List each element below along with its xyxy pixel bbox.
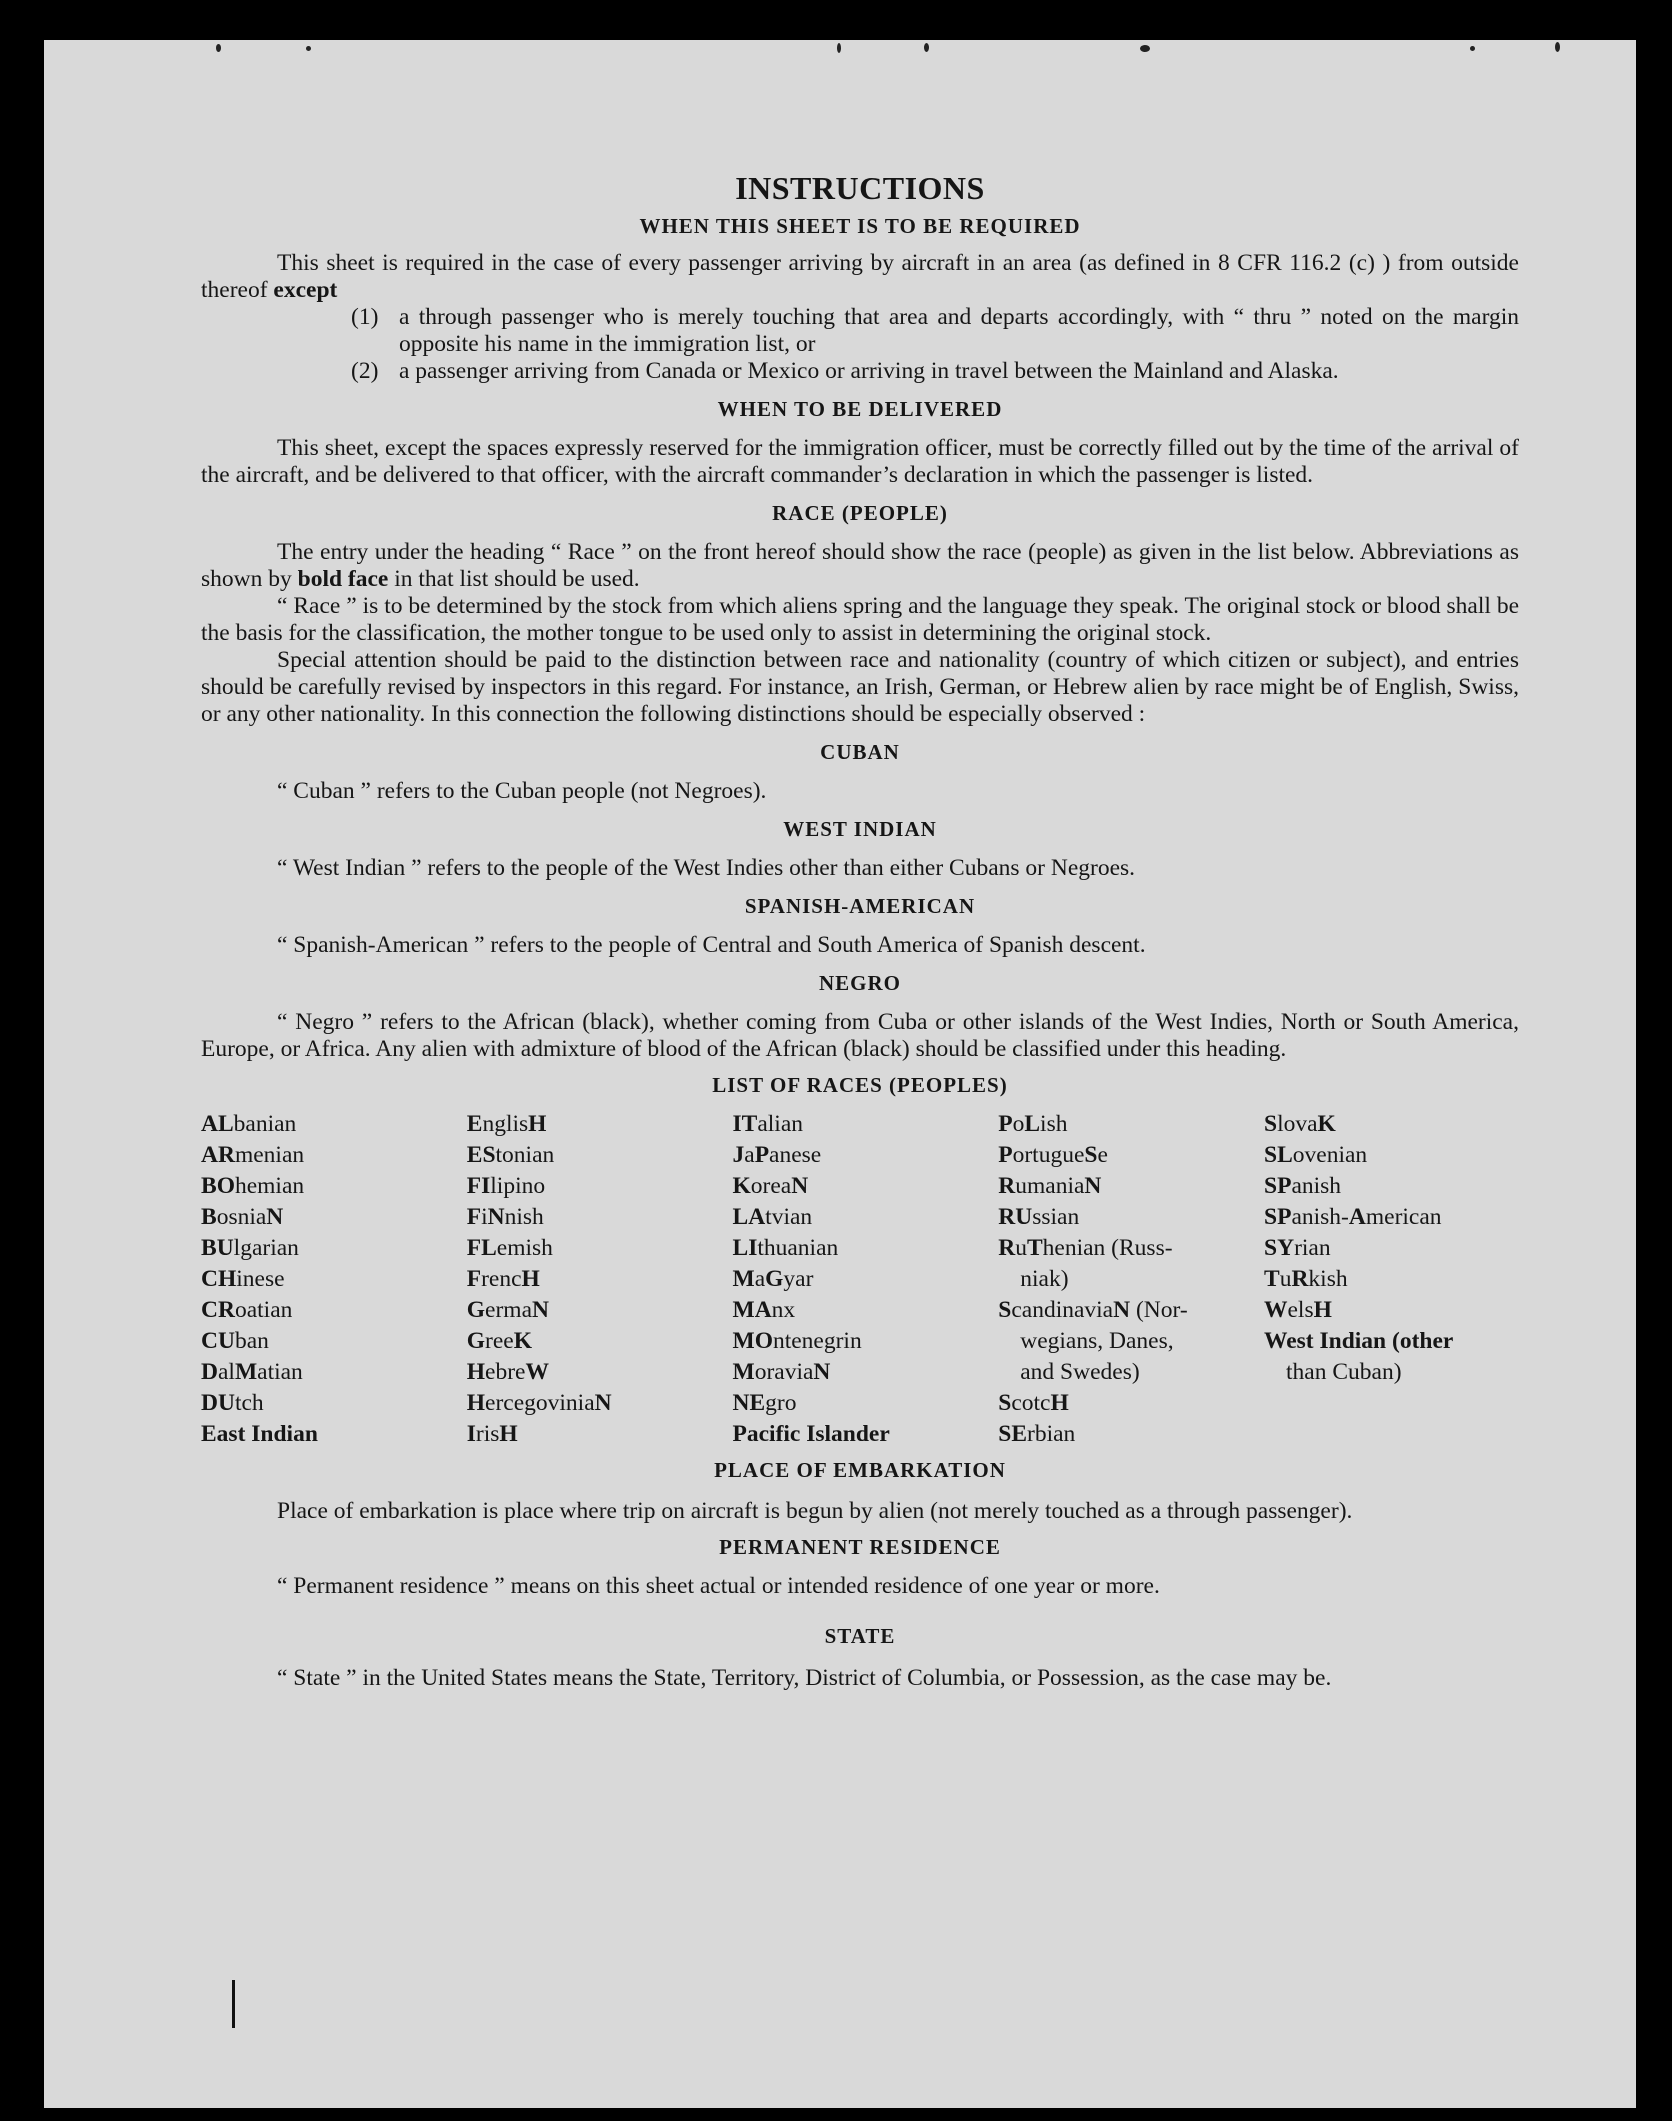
race-entry: FiNnish [466,1204,544,1230]
race-entry: ARmenian [201,1142,305,1168]
race-entry: HercegoviniaN [466,1390,612,1416]
exception-text: a through passenger who is merely touching that area and departs accordingly, with “ thru ” noted on the margin opposite his name in the immigration list, or [399,304,1519,357]
race-entry: wegians, Danes, [1020,1328,1174,1354]
race-entry: EStonian [466,1142,555,1168]
race-entry: IrisH [466,1421,518,1447]
section-heading-race: RACE (PEOPLE) [772,501,948,525]
race-paragraph: The entry under the heading “ Race ” on the front hereof should show the race (people) as given in the list below. Abbreviations as shown by bold face in that list should be used. [201,539,1519,592]
scan-scratch [232,1980,235,2028]
race-entry: FLemish [466,1235,553,1261]
race-entry: ScotcH [998,1390,1069,1416]
scan-speck [1470,46,1475,51]
race-entry: FrencH [466,1266,540,1292]
race-entry: WelsH [1264,1297,1332,1323]
section-heading-state: STATE [824,1624,896,1648]
race-entry: MoraviaN [732,1359,831,1385]
scan-speck [306,46,311,51]
west-indian-text: “ West Indian ” refers to the people of the West Indies other than either Cubans or Negroes. [277,855,1136,881]
races-column [998,1109,1253,1450]
cuban-text: “ Cuban ” refers to the Cuban people (not Negroes). [277,778,767,804]
race-paragraph: “ Race ” is to be determined by the stock from which aliens spring and the language they speak. The original stock or blood shall be the basis for the classification, the mother tongue to be used only to assist in determining the original stock. [201,593,1519,646]
race-entry: EnglisH [466,1111,547,1137]
document-page [44,40,1636,2108]
race-entry: BOhemian [201,1173,305,1199]
required-intro: This sheet is required in the case of every passenger arriving by aircraft in an area (as defined in 8 CFR 116.2 (c) ) from outside thereof except [201,250,1519,303]
race-entry: SlovaK [1264,1111,1336,1137]
races-column [1264,1109,1519,1450]
race-entry: RUssian [998,1204,1080,1230]
race-entry: ALbanian [201,1111,297,1137]
race-entry: MaGyar [732,1266,814,1292]
delivered-text: This sheet, except the spaces expressly reserved for the immigration officer, must be correctly filled out by the time of the arrival of the aircraft, and be delivered to that officer, with the aircraft commander’s declaration in which the passenger is listed. [201,435,1519,488]
section-heading-west-indian: WEST INDIAN [783,817,937,841]
race-entry: BUlgarian [201,1235,299,1261]
race-entry: than Cuban) [1286,1359,1402,1385]
list-of-races-heading: LIST OF RACES (PEOPLES) [712,1073,1008,1097]
scan-speck [1140,45,1150,52]
bold-face-phrase: bold face [297,566,389,592]
race-entry: GreeK [466,1328,532,1354]
scan-speck [1555,42,1560,52]
race-entry: MAnx [732,1297,796,1323]
race-entry: SPanish [1264,1173,1342,1199]
race-paragraph: Special attention should be paid to the distinction between race and nationality (country of which citizen or subject), and entries should be carefully revised by inspectors in this regard. For instance, an Irish, German, or Hebrew alien by race might be of English, Swiss, or any other nationality. In this connection the following distinctions should be especially observed : [201,647,1519,727]
section-heading-cuban: CUBAN [820,740,900,764]
race-entry: GermaN [466,1297,549,1323]
race-entry: JaPanese [732,1142,822,1168]
instructions-content [201,170,1519,1694]
race-entry: DUtch [201,1390,264,1416]
spanish-american-text: “ Spanish-American ” refers to the people of Central and South America of Spanish descent. [277,932,1146,958]
exception-text: a passenger arriving from Canada or Mexico or arriving in travel between the Mainland and Alaska. [399,358,1339,384]
race-entry: PortugueSe [998,1142,1108,1168]
section-heading-delivered: WHEN TO BE DELIVERED [717,397,1003,421]
section-heading-residence: PERMANENT RESIDENCE [719,1535,1001,1559]
race-entry: and Swedes) [1020,1359,1140,1385]
exception-number: (2) [351,358,379,384]
race-entry: SErbian [998,1421,1076,1447]
race-entry: SPanish-American [1264,1204,1442,1230]
race-entry: ITalian [732,1111,804,1137]
page-title: INSTRUCTIONS [735,170,985,206]
exception-item [351,304,1519,358]
race-entry: LAtvian [732,1204,813,1230]
races-column [733,1109,988,1450]
section-heading-spanish-american: SPANISH-AMERICAN [744,894,976,918]
race-entry: KoreaN [732,1173,809,1199]
race-entry: TuRkish [1264,1266,1348,1292]
negro-text: “ Negro ” refers to the African (black), whether coming from Cuba or other islands of the West Indies, North or South America, Europe, or Africa. Any alien with admixture of blood of the African (black) should be classified under this heading. [201,1009,1519,1062]
exception-number: (1) [351,304,379,330]
race-entry: DalMatian [201,1359,303,1385]
residence-text: “ Permanent residence ” means on this sheet actual or intended residence of one year or more. [277,1573,1160,1599]
state-text: “ State ” in the United States means the State, Territory, District of Columbia, or Possession, as the case may be. [277,1665,1332,1691]
race-entry: BosniaN [201,1204,284,1230]
race-entry: NEgro [732,1390,797,1416]
race-entry: CRoatian [201,1297,293,1323]
races-column [201,1109,456,1450]
section-heading-negro: NEGRO [818,971,901,995]
section-heading-embarkation: PLACE OF EMBARKATION [714,1458,1006,1482]
scan-speck [216,44,221,52]
race-entry: Pacific Islander [732,1421,890,1447]
race-entry: West Indian (other [1264,1328,1454,1354]
race-entry: East Indian [201,1421,318,1447]
races-column [467,1109,722,1450]
race-entry: RuThenian (Russ- [998,1235,1173,1261]
race-entry: CHinese [201,1266,285,1292]
section-heading-required: WHEN THIS SHEET IS TO BE REQUIRED [639,214,1081,238]
scan-speck [837,43,841,53]
race-entry: CUban [201,1328,269,1354]
scan-speck [924,43,929,52]
race-entry: RumaniaN [998,1173,1102,1199]
race-entry: SYrian [1264,1235,1331,1261]
except-word: except [273,277,338,303]
race-entry: ScandinaviaN (Nor- [998,1297,1188,1323]
races-list [201,1109,1519,1450]
race-entry: LIthuanian [732,1235,839,1261]
exception-item [351,358,1519,385]
race-entry: HebreW [466,1359,549,1385]
embarkation-text: Place of embarkation is place where trip on aircraft is begun by alien (not merely touched as a through passenger). [277,1498,1353,1524]
race-entry: PoLish [998,1111,1068,1137]
race-entry: FIlipino [466,1173,546,1199]
race-entry: SLovenian [1264,1142,1368,1168]
race-entry: MOntenegrin [732,1328,862,1354]
race-entry: niak) [1020,1266,1069,1292]
